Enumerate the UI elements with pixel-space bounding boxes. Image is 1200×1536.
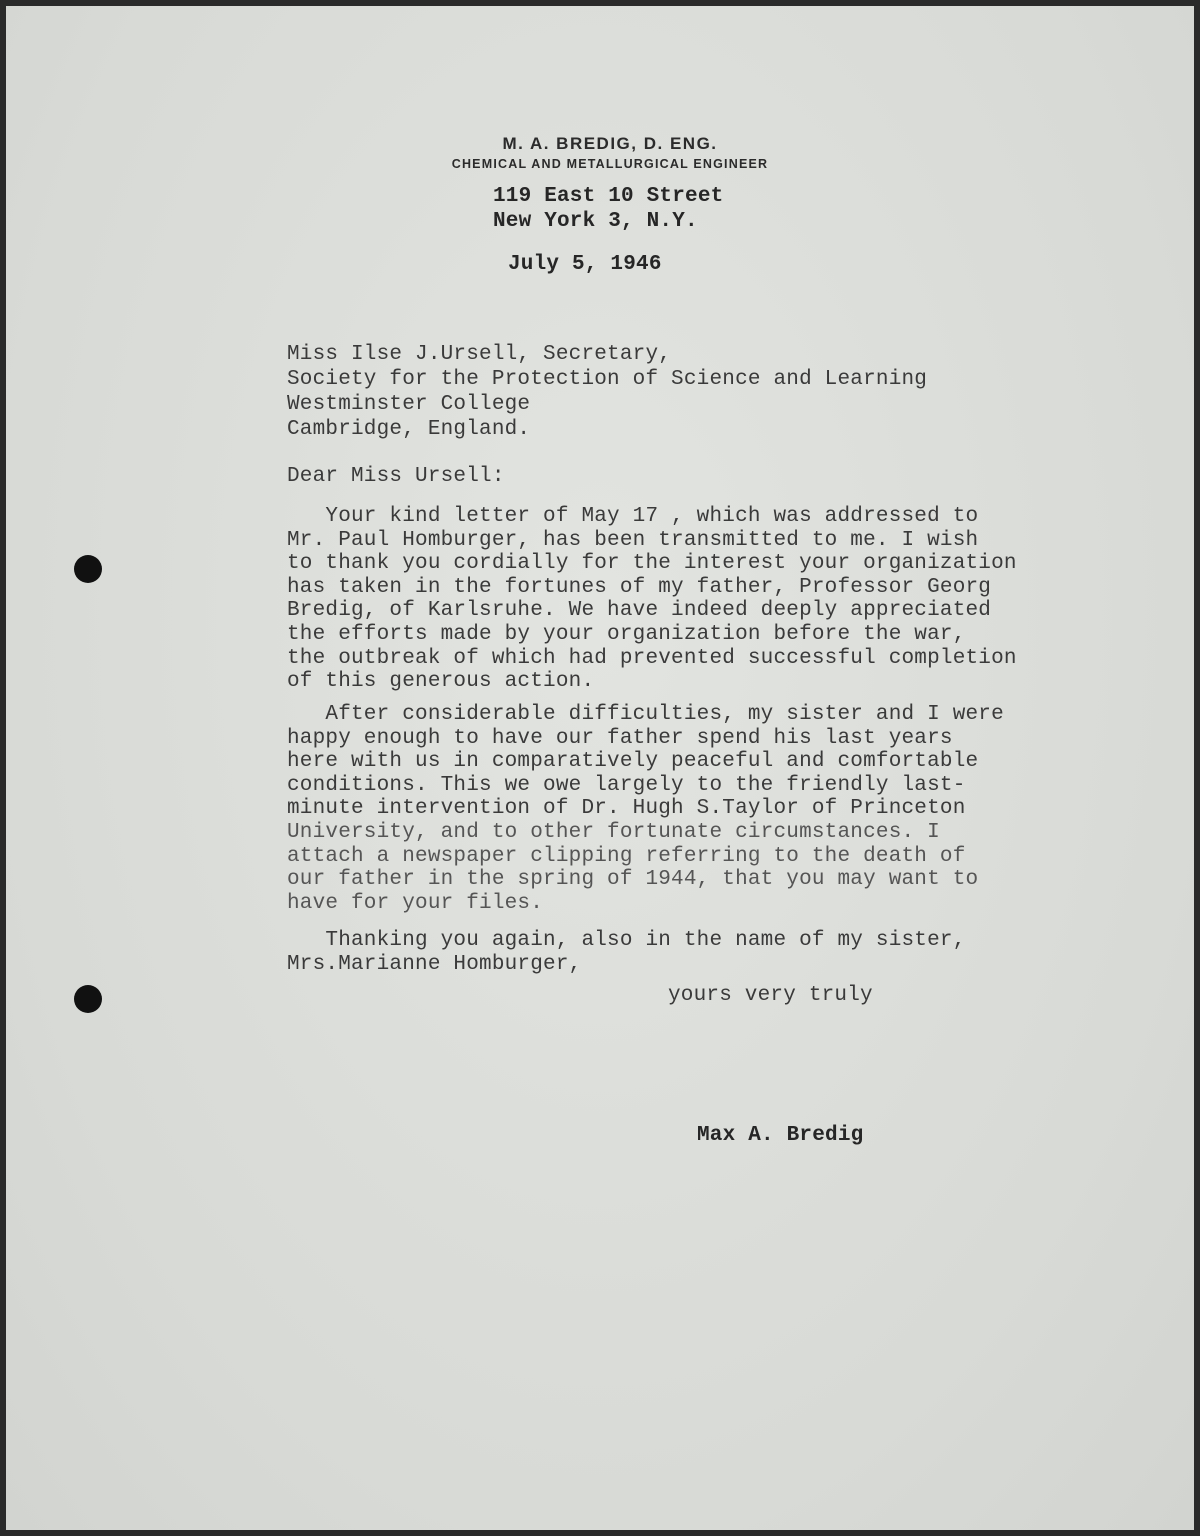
letterhead-name: M. A. BREDIG, D. ENG. <box>502 134 718 153</box>
punch-hole <box>74 555 102 583</box>
closing: yours very truly <box>668 984 873 1007</box>
body-line: attach a newspaper clipping referring to the death of <box>287 844 966 868</box>
body-line: here with us in comparatively peaceful and comfortable <box>287 750 979 774</box>
body-line: have for your files. <box>287 891 544 915</box>
letter-date: July 5, 1946 <box>508 253 662 276</box>
recipient-line: Miss Ilse J.Ursell, Secretary, <box>287 343 672 366</box>
signature: Max A. Bredig <box>697 1124 864 1147</box>
body-line: of this generous action. <box>287 670 595 694</box>
sender-address-line: 119 East 10 Street <box>493 185 724 208</box>
body-line: Your kind letter of May 17 , which was addressed to <box>287 505 979 528</box>
recipient-line: Westminster College <box>287 393 531 416</box>
body-line: has taken in the fortunes of my father, Professor Georg <box>287 575 992 599</box>
recipient-line: Society for the Protection of Science and Learning <box>287 368 928 391</box>
body-line: our father in the spring of 1944, that you may want to <box>287 868 979 892</box>
body-line: Mr. Paul Homburger, has been transmitted to me. I wish <box>287 528 979 552</box>
body-line: University, and to other fortunate circumstances. I <box>287 821 940 844</box>
recipient-line: Cambridge, England. <box>287 418 531 441</box>
body-line: to thank you cordially for the interest your organization <box>287 552 1017 576</box>
body-line: the outbreak of which had prevented successful completion <box>287 646 1017 670</box>
body-line: minute intervention of Dr. Hugh S.Taylor of Princeton <box>287 797 966 821</box>
letterhead-title: CHEMICAL AND METALLURGICAL ENGINEER <box>451 157 769 171</box>
body-line: Bredig, of Karlsruhe. We have indeed deeply appreciated <box>287 599 992 623</box>
body-line: Thanking you again, also in the name of my sister, <box>287 929 966 952</box>
body-line: happy enough to have our father spend his last years <box>287 726 953 750</box>
body-line: Mrs.Marianne Homburger, <box>287 952 582 976</box>
salutation: Dear Miss Ursell: <box>287 465 505 488</box>
sender-address-line: New York 3, N.Y. <box>493 210 698 233</box>
punch-hole <box>74 985 102 1013</box>
body-line: the efforts made by your organization before the war, <box>287 623 966 646</box>
body-line: conditions. This we owe largely to the friendly last- <box>287 773 966 797</box>
body-line: After considerable difficulties, my sister and I were <box>287 703 1004 726</box>
